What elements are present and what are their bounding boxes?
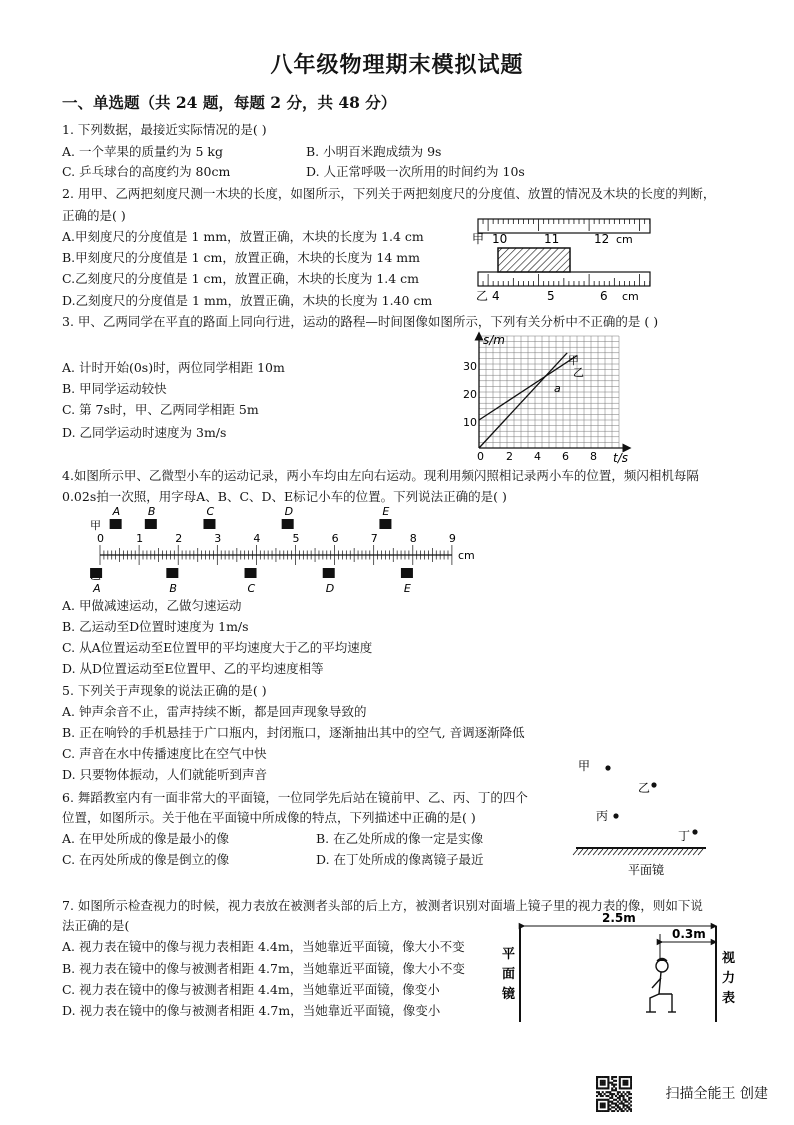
q1-option-b: B. 小明百米跑成绩为 9s — [306, 144, 442, 159]
mirror-label-2: 面 — [502, 967, 516, 982]
car-jia-A — [110, 519, 122, 529]
q2-ruler-figure — [470, 216, 652, 306]
q5-option-d: D. 只要物体振动，人们就能听到声音 — [62, 767, 268, 782]
car-jia-letter-B: B — [147, 505, 156, 518]
q3-stem: 3. 甲、乙两同学在平直的路面上同向行进，运动的路程—时间图像如图所示，下列有关分析中不正确的是 ( ) — [62, 314, 659, 329]
strobe-number-4: 4 — [253, 532, 261, 545]
ruler-yi-ticks — [478, 274, 650, 286]
chart-label-2: 力 — [722, 971, 736, 986]
st-tick-x0: 0 — [477, 450, 484, 463]
q2-option-c: C.乙刻度尺的分度值是 1 cm，放置正确，木块的长度为 1.4 cm — [62, 271, 420, 286]
car-yi-A — [90, 568, 102, 578]
seated-person — [646, 959, 676, 1013]
pos-yi-label: 乙 — [638, 781, 651, 795]
wood-block — [498, 248, 570, 272]
car-jia-B — [145, 519, 157, 529]
pos-jia-label: 甲 — [578, 759, 591, 773]
mirror-hatch-line — [683, 849, 688, 855]
strobe-number-9: 9 — [448, 532, 456, 545]
ruler-yi-label: 乙 — [476, 289, 489, 303]
q7-stem-line2: 法正确的是( — [62, 918, 130, 933]
q7-eye-test-figure — [494, 908, 744, 1028]
st-intersection-label: a — [554, 382, 561, 395]
st-grid — [479, 336, 619, 448]
strobe-ruler-numbers — [97, 532, 456, 545]
car-jia-letter-C: C — [206, 505, 215, 518]
car-yi-D — [323, 568, 335, 578]
q1-stem: 1. 下列数据，最接近实际情况的是( ) — [62, 122, 267, 137]
q6-option-c: C. 在丙处所成的像是倒立的像 — [62, 852, 230, 867]
mirror-hatch-line — [693, 849, 698, 855]
q6-option-b: B. 在乙处所成的像一定是实像 — [316, 831, 484, 846]
q2-option-a: A.甲刻度尺的分度值是 1 mm，放置正确，木块的长度为 1.4 cm — [62, 229, 424, 244]
st-tick-x4: 4 — [534, 450, 541, 463]
scanner-watermark: 扫描全能王 创建 — [665, 1086, 768, 1102]
car-jia-E — [379, 519, 391, 529]
distance-0-3m-label: 0.3m — [672, 927, 706, 941]
car-yi-letter-E: E — [403, 582, 411, 595]
q4-stem-line2: 0.02s拍一次照，用字母A、B、C、D、E标记小车的位置。下列说法正确的是( ) — [62, 489, 507, 504]
q7-option-a: A. 视力表在镜中的像与视力表相距 4.4m，当她靠近平面镜，像大小不变 — [62, 939, 465, 954]
st-series-jia-label: 甲 — [568, 354, 579, 367]
ruler-yi-tick-6: 6 — [600, 289, 608, 303]
ruler-yi-unit: cm — [622, 290, 639, 303]
ruler-yi-tick-4: 4 — [492, 289, 500, 303]
strobe-number-0: 0 — [97, 532, 104, 545]
car-yi-letter-C: C — [247, 582, 256, 595]
q3-option-a: A. 计时开始(0s)时，两位同学相距 10m — [62, 360, 285, 375]
mirror-hatch-line — [673, 849, 678, 855]
mirror-hatch-line — [633, 849, 638, 855]
st-tick-y20: 20 — [463, 388, 477, 401]
q6-option-a: A. 在甲处所成的像是最小的像 — [62, 831, 229, 846]
mirror-label-3: 镜 — [502, 987, 516, 1002]
car-jia-letter-E: E — [382, 505, 390, 518]
mirror-hatch-line — [623, 849, 628, 855]
mirror-hatch-line — [618, 849, 623, 855]
car-yi-B — [166, 568, 178, 578]
st-tick-x6: 6 — [562, 450, 569, 463]
ruler-jia-label: 甲 — [472, 232, 485, 246]
pos-yi-dot — [651, 782, 656, 787]
page-title: 八年级物理期末模拟试题 — [270, 52, 524, 78]
strobe-number-2: 2 — [175, 532, 183, 545]
q6-stem-line2: 位置，如图所示。关于他在平面镜中所成像的特点，下列描述中正确的是( ) — [62, 810, 476, 825]
mirror-hatch-line — [698, 849, 703, 855]
pos-bing-label: 丙 — [596, 809, 609, 823]
mirror-hatch-line — [668, 849, 673, 855]
q4-option-c: C. 从A位置运动至E位置甲的平均速度大于乙的平均速度 — [62, 640, 373, 655]
mirror-hatch-line — [658, 849, 663, 855]
q3-option-b: B. 甲同学运动较快 — [62, 381, 167, 396]
pos-jia-dot — [605, 765, 610, 770]
q7-option-b: B. 视力表在镜中的像与被测者相距 4.7m，当她靠近平面镜，像大小不变 — [62, 961, 465, 976]
q1-option-a: A. 一个苹果的质量约为 5 kg — [62, 144, 223, 159]
mirror-hatch-line — [608, 849, 613, 855]
mirror-label-1: 平 — [502, 947, 516, 962]
car-yi-E — [401, 568, 413, 578]
mirror-hatch-line — [613, 849, 618, 855]
car-yi-letter-B: B — [169, 582, 177, 595]
q5-stem: 5. 下列关于声现象的说法正确的是( ) — [62, 683, 267, 698]
strobe-number-1: 1 — [136, 532, 144, 545]
q5-option-c: C. 声音在水中传播速度比在空气中快 — [62, 746, 267, 761]
chart-label-3: 表 — [722, 991, 736, 1006]
ruler-yi-tick-5: 5 — [547, 289, 555, 303]
car-jia-letter-D: D — [284, 505, 294, 518]
ruler-jia-tick-11: 11 — [544, 232, 560, 246]
q2-stem-line1: 2. 用甲、乙两把刻度尺测一木块的长度，如图所示，下列关于两把刻度尺的分度值、放置的情况及木块的长度的判断， — [62, 186, 716, 201]
q2-option-b: B.甲刻度尺的分度值是 1 cm，放置正确，木块的长度为 14 mm — [62, 250, 420, 265]
q3-st-graph — [455, 330, 635, 466]
q6-stem-line1: 6. 舞蹈教室内有一面非常大的平面镜，一位同学先后站在镜前甲、乙、丙、丁的四个 — [62, 790, 528, 805]
q4-option-b: B. 乙运动至D位置时速度为 1m/s — [62, 619, 249, 634]
mirror-hatch-line — [628, 849, 633, 855]
pos-bing-dot — [613, 813, 618, 818]
q4-stem-line1: 4.如图所示甲、乙微型小车的运动记录，两小车均由左向右运动。现利用频闪照相记录两小车的位置，频闪相机每隔 — [62, 468, 699, 483]
q1-option-d: D. 人正常呼吸一次所用的时间约为 10s — [306, 164, 525, 179]
mirror-hatching — [573, 849, 703, 855]
ruler-jia-ticks — [478, 219, 650, 231]
st-x-label: t/s — [613, 451, 628, 465]
q2-option-d: D.乙刻度尺的分度值是 1 mm，放置正确，木块的长度为 1.40 cm — [62, 293, 433, 308]
mirror-hatch-line — [678, 849, 683, 855]
st-tick-y10: 10 — [463, 416, 477, 429]
mirror-hatch-line — [648, 849, 653, 855]
qr-code — [596, 1076, 632, 1112]
st-y-label: s/m — [483, 333, 505, 347]
mirror-hatch-line — [583, 849, 588, 855]
mirror-hatch-line — [573, 849, 578, 855]
mirror-hatch-line — [588, 849, 593, 855]
car-yi-letter-D: D — [325, 582, 335, 595]
mirror-hatch-line — [598, 849, 603, 855]
q4-strobe-figure — [88, 502, 488, 598]
st-tick-x8: 8 — [590, 450, 597, 463]
q3-option-c: C. 第 7s时，甲、乙两同学相距 5m — [62, 402, 259, 417]
pos-ding-dot — [692, 829, 697, 834]
q6-mirror-figure — [572, 752, 722, 882]
st-tick-y30: 30 — [463, 360, 477, 373]
strobe-ruler-unit: cm — [458, 549, 475, 562]
car-jia-positions — [110, 505, 392, 529]
car-jia-letter-A: A — [112, 505, 121, 518]
ruler-jia-tick-12: 12 — [594, 232, 610, 246]
chart-label-1: 视 — [722, 951, 736, 966]
car-jia-label: 甲 — [90, 519, 101, 532]
series-jia-line — [479, 353, 567, 448]
mirror-hatch-line — [653, 849, 658, 855]
pos-ding-label: 丁 — [678, 829, 691, 843]
distance-2-5m-label: 2.5m — [602, 911, 636, 925]
mirror-hatch-line — [643, 849, 648, 855]
mirror-hatch-line — [593, 849, 598, 855]
mirror-label: 平面镜 — [628, 863, 665, 877]
q2-stem-line2: 正确的是( ) — [62, 208, 126, 223]
st-series-yi-label: 乙 — [573, 366, 584, 379]
q5-option-a: A. 钟声余音不止，雷声持续不断，都是回声现象导致的 — [62, 704, 367, 719]
strobe-number-6: 6 — [331, 532, 339, 545]
strobe-number-8: 8 — [409, 532, 417, 545]
mirror-hatch-line — [663, 849, 668, 855]
q6-option-d: D. 在丁处所成的像离镜子最近 — [316, 852, 484, 867]
ruler-jia-tick-10: 10 — [492, 232, 508, 246]
car-yi-positions — [90, 568, 413, 595]
car-jia-C — [203, 519, 215, 529]
strobe-number-3: 3 — [214, 532, 222, 545]
q7-option-d: D. 视力表在镜中的像与被测者相距 4.7m，当她靠近平面镜，像变小 — [62, 1003, 441, 1018]
ruler-jia-unit: cm — [616, 233, 633, 246]
q4-option-a: A. 甲做减速运动，乙做匀速运动 — [62, 598, 242, 613]
strobe-number-7: 7 — [370, 532, 378, 545]
strobe-number-5: 5 — [292, 532, 300, 545]
q7-option-c: C. 视力表在镜中的像与被测者相距 4.4m，当她靠近平面镜，像变小 — [62, 982, 440, 997]
car-yi-letter-A: A — [93, 582, 101, 595]
mirror-hatch-line — [578, 849, 583, 855]
st-tick-x2: 2 — [506, 450, 513, 463]
section-heading: 一、单选题（共 24 题，每题 2 分，共 48 分） — [62, 93, 397, 112]
q1-option-c: C. 乒乓球台的高度约为 80cm — [62, 164, 231, 179]
q4-option-d: D. 从D位置运动至E位置甲、乙的平均速度相等 — [62, 661, 324, 676]
mirror-hatch-line — [688, 849, 693, 855]
q3-option-d: D. 乙同学运动时速度为 3m/s — [62, 425, 227, 440]
q5-option-b: B. 正在响铃的手机悬挂于广口瓶内，封闭瓶口，逐渐抽出其中的空气, 音调逐渐降低 — [62, 725, 525, 740]
mirror-hatch-line — [638, 849, 643, 855]
q7-stem-line1: 7. 如图所示检查视力的时候，视力表放在被测者头部的后上方，被测者识别对面墙上镜子里的视力表的像，则如下说 — [62, 898, 703, 913]
car-jia-D — [282, 519, 294, 529]
car-yi-C — [245, 568, 257, 578]
mirror-hatch-line — [603, 849, 608, 855]
